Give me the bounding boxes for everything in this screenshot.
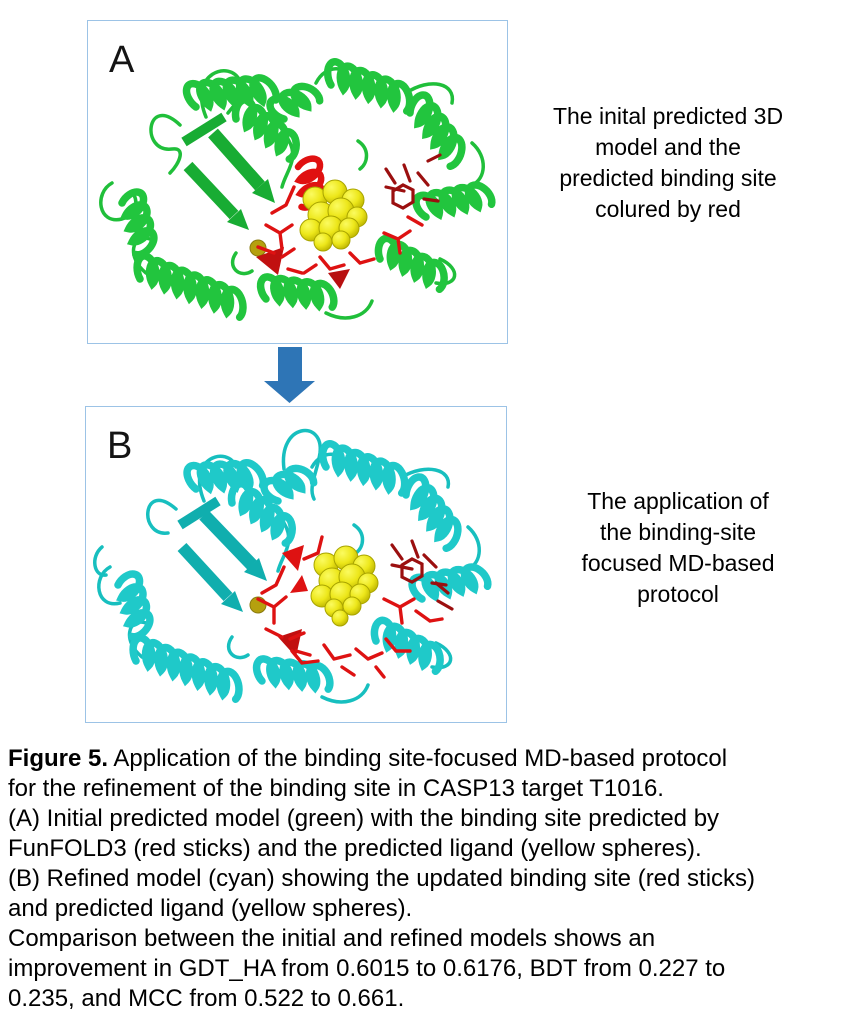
protein-model-b-image — [86, 407, 506, 722]
panel-a-description-line: colured by red — [595, 196, 741, 222]
caption-line: (B) Refined model (cyan) showing the updated binding site (red sticks) — [8, 865, 756, 892]
panel-a — [87, 20, 508, 344]
helices-b — [105, 443, 489, 699]
caption-line: for the refinement of the binding site in CASP13 target T1016. — [8, 775, 664, 802]
panel-a-description-line: model and the — [595, 134, 741, 160]
panel-b-description-line: focused MD-based — [581, 550, 775, 576]
panel-b-label: B — [107, 425, 133, 467]
panel-a-description-line: The inital predicted 3D — [552, 103, 784, 129]
panel-a-description — [500, 101, 836, 225]
protein-model-a-image — [88, 21, 507, 343]
caption-line: improvement in GDT_HA from 0.6015 to 0.6176, BDT from 0.227 to — [8, 955, 726, 982]
panel-a-description-line: predicted binding site — [559, 165, 777, 191]
ligand-spheres-a — [300, 180, 367, 251]
panel-b-description-line: The application of — [587, 488, 769, 514]
figure-caption — [8, 744, 842, 1014]
caption-line: FunFOLD3 (red sticks) and the predicted ligand (yellow spheres). — [8, 835, 702, 862]
panel-b-description-line: protocol — [637, 581, 719, 607]
caption-line: and predicted ligand (yellow spheres). — [8, 895, 413, 922]
panel-b-description — [510, 486, 846, 610]
caption-line: 0.235, and MCC from 0.522 to 0.661. — [8, 985, 405, 1012]
caption-figure-number: Figure 5. — [8, 745, 109, 772]
caption-line: Comparison between the initial and refined models shows an — [8, 925, 656, 952]
ligand-spheres-b — [311, 546, 378, 626]
panel-b-description-line: the binding-site — [600, 519, 756, 545]
arrow-down-icon — [259, 344, 321, 405]
caption-line — [8, 744, 842, 774]
caption-line: (A) Initial predicted model (green) with the binding site predicted by — [8, 805, 720, 832]
panel-a-label: A — [109, 39, 135, 81]
panel-b — [85, 406, 507, 723]
caption-line-text: Application of the binding site-focused MD-based protocol — [108, 745, 728, 772]
